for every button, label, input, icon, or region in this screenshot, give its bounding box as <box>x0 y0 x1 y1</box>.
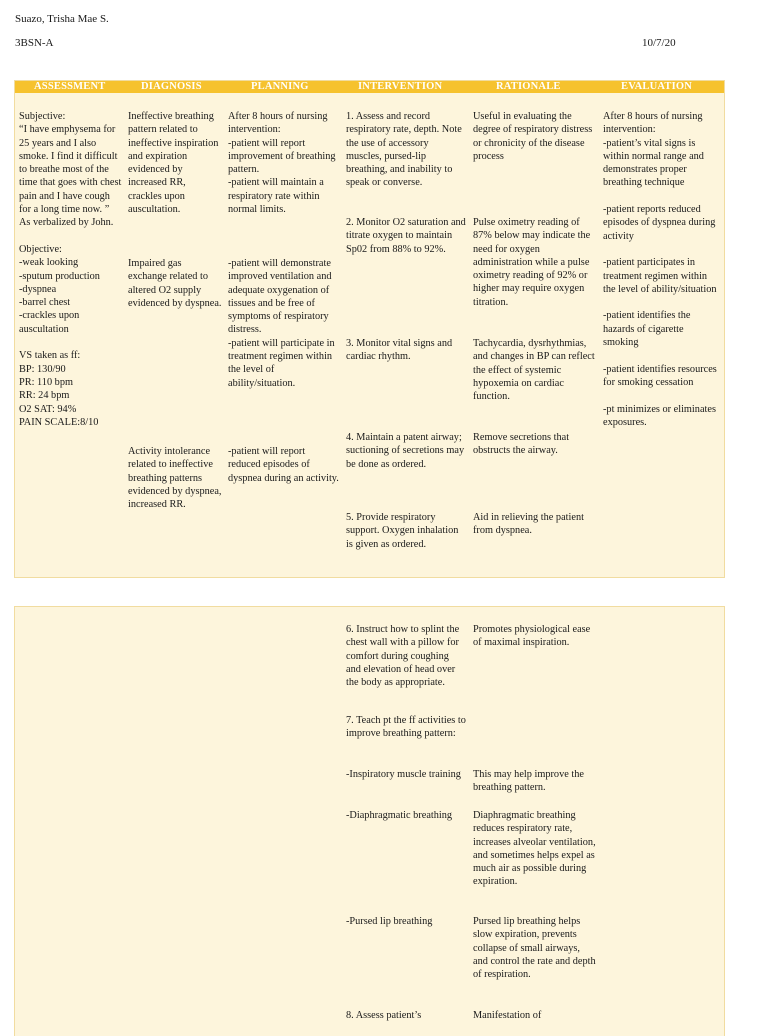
planning-1: After 8 hours of nursing intervention: -patient will report improvement of breathing pattern. -patient will maintain a respiratory rate within normal limits. <box>228 111 336 216</box>
diagnosis-2: Impaired gas exchange related to altered O2 supply evidenced by dyspnea. <box>128 258 222 309</box>
care-plan-table-page-2 <box>14 606 725 1036</box>
evaluation-3: -patient participates in treatment regimen within the level of ability/situation <box>603 257 717 295</box>
assessment-subjective: Subjective: “I have emphysema for 25 years and I also smoke. I find it difficult to breathe most of the time that goes with chest pain and I have cough for a long time now. ” As verbalized by John. <box>19 111 122 229</box>
evaluation-6: -pt minimizes or eliminates exposures. <box>603 403 716 428</box>
intervention-3: 3. Monitor vital signs and cardiac rhythm. <box>346 338 453 363</box>
evaluation-4: -patient identifies the hazards of cigarette smoking <box>603 310 691 349</box>
intervention-7: 7. Teach pt the ff activities to improve breathing pattern: <box>346 715 466 740</box>
intervention-2: 2. Monitor O2 saturation and titrate oxygen to maintain Sp02 from 88% to 92%. <box>346 217 466 255</box>
rationale-7b: Diaphragmatic breathing reduces respiratory rate, increases alveolar ventilation, and sometimes helps expel as much air as possible during expiration. <box>473 810 596 888</box>
evaluation-5: -patient identifies resources for smoking cessation <box>603 363 717 388</box>
care-plan-table-page-1 <box>14 80 725 578</box>
rationale-3: Tachycardia, dysrhythmias, and changes in BP can reflect the effect of systemic hypoxemia on cardiac function. <box>473 338 595 403</box>
rationale-7c: Pursed lip breathing helps slow expiration, prevents collapse of small airways, and control the rate and depth of respiration. <box>473 916 596 981</box>
planning-2: -patient will demonstrate improved ventilation and adequate oxygenation of tissues and be free of symptoms of respiratory distress. -patient will participate in treatment regimen within the level of ability/situation. <box>228 258 335 389</box>
rationale-4: Remove secretions that obstructs the airway. <box>473 432 570 457</box>
evaluation-column <box>603 110 721 429</box>
intervention-8: 8. Assess patient’s <box>346 1010 422 1021</box>
intervention-1: 1. Assess and record respiratory rate, depth. Note the use of accessory muscles, pursed-lip breathing, and inability to speak or converse. <box>346 111 462 189</box>
rationale-7a: This may help improve the breathing pattern. <box>473 769 584 794</box>
header-planning: PLANNING <box>251 81 309 92</box>
evaluation-1: After 8 hours of nursing intervention: -patient’s vital signs is within normal range and demonstrates proper breathing technique <box>603 111 704 189</box>
table-header-row <box>15 81 724 93</box>
rationale-5: Aid in relieving the patient from dyspnea. <box>473 512 584 537</box>
document-date: 10/7/20 <box>642 37 676 49</box>
header-evaluation: EVALUATION <box>621 81 693 92</box>
planning-3: -patient will report reduced episodes of dyspnea during an activity. <box>228 446 339 484</box>
header-diagnosis: DIAGNOSIS <box>141 81 202 92</box>
intervention-4: 4. Maintain a patent airway; suctioning of secretions may be done as ordered. <box>346 432 465 470</box>
assessment-column <box>19 110 123 429</box>
diagnosis-3: Activity intolerance related to ineffective breathing patterns evidenced by dyspnea, increased RR. <box>128 446 222 511</box>
intervention-7a: -Inspiratory muscle training <box>346 769 461 780</box>
rationale-2: Pulse oximetry reading of 87% below may indicate the need for oxygen administration while a pulse oximetry reading of 92% or higher may require oxygen titration. <box>473 217 591 308</box>
intervention-5: 5. Provide respiratory support. Oxygen inhalation is given as ordered. <box>346 512 459 550</box>
header-intervention: INTERVENTION <box>358 81 443 92</box>
student-name: Suazo, Trisha Mae S. <box>15 13 109 25</box>
evaluation-2: -patient reports reduced episodes of dyspnea during activity <box>603 204 716 242</box>
rationale-6: Promotes physiological ease of maximal inspiration. <box>473 624 591 649</box>
intervention-7b: -Diaphragmatic breathing <box>346 810 453 821</box>
rationale-1: Useful in evaluating the degree of respiratory distress or chronicity of the disease process <box>473 111 593 162</box>
assessment-objective: Objective: -weak looking -sputum production -dyspnea -barrel chest -crackles upon auscultation <box>19 243 100 335</box>
header-assessment: ASSESSMENT <box>34 81 106 92</box>
assessment-vital-signs: VS taken as ff: BP: 130/90 PR: 110 bpm RR: 24 bpm O2 SAT: 94% PAIN SCALE:8/10 <box>19 350 99 428</box>
diagnosis-1: Ineffective breathing pattern related to ineffective inspiration and expiration evidenced by increased RR, crackles upon auscultation. <box>128 111 219 216</box>
rationale-8: Manifestation of <box>473 1010 542 1021</box>
header-rationale: RATIONALE <box>496 81 561 92</box>
student-section: 3BSN-A <box>15 37 54 49</box>
intervention-6: 6. Instruct how to splint the chest wall with a pillow for comfort during coughing and elevation of head over the body as appropriate. <box>346 624 460 689</box>
intervention-7c: -Pursed lip breathing <box>346 916 433 927</box>
